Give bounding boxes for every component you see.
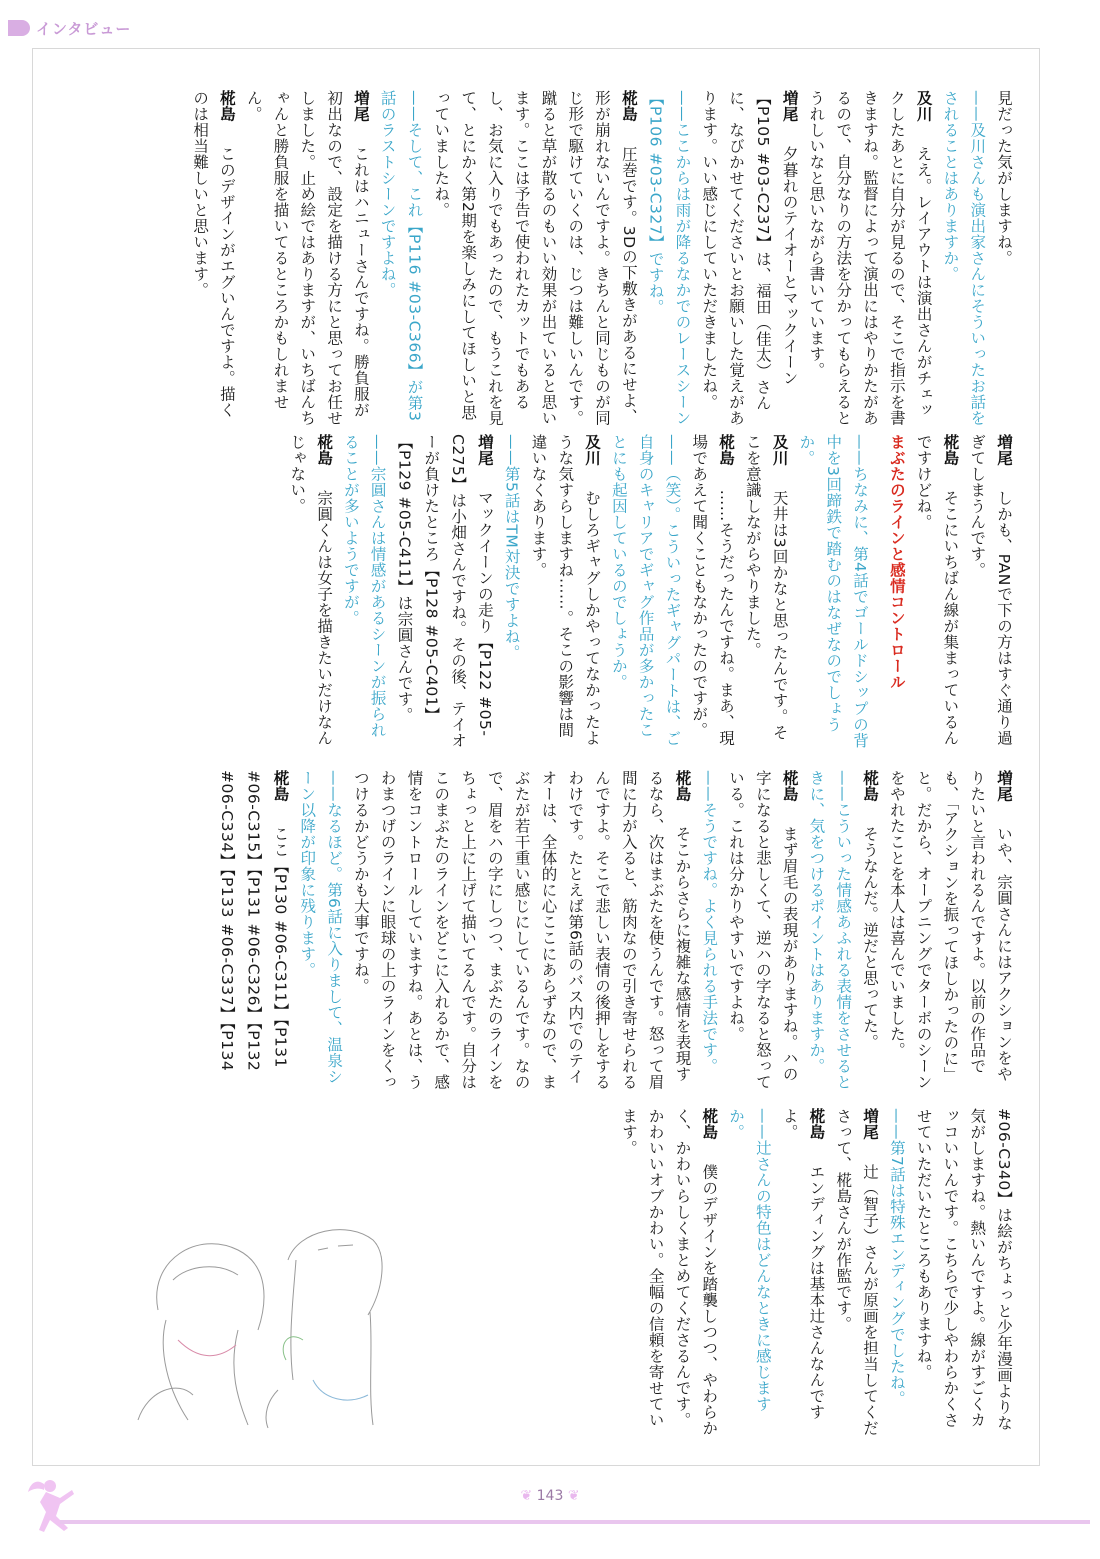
speaker-text: まず眉毛の表現がありますね。ハの字になると悲しくて、逆ハの字なると怒っている。これは分かりやすいですよね。 xyxy=(727,770,799,1090)
speaker-paragraph xyxy=(427,90,641,426)
interviewer-question: ——ちなみに、第4話でゴールドシップの背中を3回蹄鉄で踏むのはなぜなのでしょうか。 xyxy=(797,434,870,749)
speaker-paragraph xyxy=(186,90,240,426)
speaker-name: 椛島 xyxy=(271,770,290,802)
speaker-name: 椛島 xyxy=(717,434,736,466)
speaker-paragraph xyxy=(283,434,337,752)
speaker-paragraph xyxy=(829,1108,883,1438)
speaker-paragraph xyxy=(739,434,793,752)
speaker-paragraph xyxy=(963,434,1017,752)
speaker-text: これはハニューさんですね。勝負服が初出なので、設定を描ける方にと思ってお任せしました。止め絵ではありますが、いちばんちゃんと勝負服を描いてるところかもしれません。 xyxy=(244,90,370,426)
speaker-text: 天井は3回かなと思ったんです。そこを意識しながらやりました。 xyxy=(743,434,789,741)
speaker-name: 椛島 xyxy=(673,770,692,802)
page-header xyxy=(8,18,131,38)
speaker-text: ここ【P130 #06-C311】【P131 #06-C315】【P131 #06-C326】【P132 #06-C334】【P133 #06-C337】【P134 xyxy=(217,770,290,1072)
interviewer-question: ——及川さんも演出家さんにそういったお話をされることはありますか。 xyxy=(941,90,987,426)
speaker-name: 増尾 xyxy=(995,434,1013,466)
speaker-name: 椛島 xyxy=(941,434,960,466)
speaker-text: そこにいちばん線が集まっているんですけどね。 xyxy=(914,434,960,746)
speaker-paragraph xyxy=(803,90,937,426)
speaker-text: ……そうだったんですね。まあ、現場であえて聞くこともなかったのですが。 xyxy=(690,434,736,746)
speaker-text: 辻（智子）さんが原画を担当してくださって、椛島さんが作監です。 xyxy=(834,1108,880,1436)
speaker-text: いや、宗圓さんにはアクションをやりたいと言われるんですよ。以前の作品でも、「アクションを振ってほしかったのに」と。だから、オープニングでターボのシーンをやれたことを本人は喜んでいました。 xyxy=(887,770,1013,1090)
speaker-paragraph xyxy=(722,770,802,1092)
speaker-paragraph xyxy=(525,434,605,752)
speaker-paragraph xyxy=(391,434,498,752)
speaker-name: 増尾 xyxy=(351,90,370,122)
speaker-text: このデザインがエグいんですよ。描くのは相当難しいと思います。 xyxy=(191,90,236,418)
speaker-text: 夕暮れのテイオーとマックイーン【P105 #03-C237】は、福田（佳太）さんに、なびかせてくださいとお願いした覚えがあります。いい感じにしていただきましたね。 xyxy=(700,90,799,426)
interviewer-question: ——そうですね。よく見られる手法です。 xyxy=(700,770,719,1074)
text-tier-2 xyxy=(72,434,1017,752)
continued-text: #06-C340】は絵がちょっと少年漫画よりな気がしますね。熱いんですよ。線がすごくカッコいいんです。こちらで少しやわらかくさせていただいたところもありますね。 xyxy=(914,1108,1013,1431)
speaker-text: そうなんだ。逆だと思ってた。 xyxy=(861,825,880,1050)
speaker-name: 椛島 xyxy=(619,90,638,122)
speaker-name: 増尾 xyxy=(780,90,799,122)
speaker-name: 椛島 xyxy=(700,1108,719,1140)
speaker-name: 椛島 xyxy=(861,770,880,802)
speaker-paragraph xyxy=(685,434,739,752)
speaker-text: エンディングは基本辻さんなんですよ。 xyxy=(780,1108,826,1420)
speaker-paragraph xyxy=(883,770,1017,1092)
speaker-text: 宗圓くんは女子を描きたいだけなんじゃない。 xyxy=(288,434,334,746)
interviewer-question: ——（笑）。こういったギャグパートは、ご自身のキャリアでギャグ作品が多かったことにも起因しているのでしょうか。 xyxy=(609,434,682,747)
section-heading: まぶたのラインと感情コントロール xyxy=(887,434,906,690)
speaker-paragraph xyxy=(347,770,695,1092)
speaker-paragraph xyxy=(240,90,374,426)
footprint-left-icon: ❦ xyxy=(520,1488,533,1504)
page-number xyxy=(0,1488,1100,1504)
speaker-paragraph xyxy=(615,1108,722,1438)
interviewer-question: ——なるほど。第6話に入りまして、温泉シーン以降が印象に残ります。 xyxy=(298,770,344,1085)
interviewer-question: ——宗圓さんは情感があるシーンが振られることが多いようですが。 xyxy=(341,434,387,738)
interviewer-question: ——第7話は特殊エンディングでしたね。 xyxy=(887,1108,906,1407)
speaker-text: 僕のデザインを踏襲しつつ、やわらかく、かわいらしくまとめてくださるんです。かわいいオブかわい。全幅の信頼を寄せています。 xyxy=(619,1108,719,1436)
speaker-name: 及川 xyxy=(770,434,789,466)
speaker-name: 椛島 xyxy=(807,1108,826,1140)
speaker-name: 及川 xyxy=(583,434,602,466)
speaker-name: 増尾 xyxy=(475,434,494,466)
speaker-text: しかも、PANで下の方はすぐ通り過ぎてしまうんです。 xyxy=(968,434,1013,746)
speaker-paragraph xyxy=(910,434,964,752)
speaker-name: 増尾 xyxy=(861,1108,880,1140)
interviewer-question: ——そして、これ【P116 #03-C366】が第3話のラストシーンですよね。 xyxy=(378,90,424,422)
character-sketch-illustration xyxy=(118,1220,418,1430)
interviewer-question: ——第5話はTM対決ですよね。 xyxy=(502,434,521,661)
interviewer-question: ——辻さんの特色はどんなときに感じますか。 xyxy=(727,1108,772,1412)
speaker-paragraph xyxy=(213,770,293,1092)
interviewer-question: ——ここからは雨が降るなかでのレースシーン【P106 #03-C327】ですね。 xyxy=(646,90,692,426)
footer-rule xyxy=(60,1520,1090,1524)
speaker-name: 及川 xyxy=(914,90,933,122)
speaker-text: ええ。レイアウトは演出さんがチェックしたあとに自分が見るので、そこで指示を書きますね。監督によって演出にはやりかたがあるので、自分なりの方法を分かってもらえるとうれしいなと思いながら書いています。 xyxy=(807,90,933,426)
speaker-name: 椛島 xyxy=(217,90,236,122)
interviewer-question: ——こういった情感あふれる表情をさせるときに、気をつけるポイントはありますか。 xyxy=(807,770,853,1090)
speaker-text: むしろギャグしかやってなかったような気すらしますね……。そこの影響は間違いなくあります。 xyxy=(529,434,602,746)
speaker-text: マックイーンの走り【P122 #05-C275】は小畑さんですね。その後、テイオーが負けたところ【P128 #05-C401】【P129 #05-C411】は宗圓さんです。 xyxy=(395,434,494,749)
speaker-paragraph xyxy=(856,770,883,1092)
speaker-name: 増尾 xyxy=(995,770,1013,802)
footprint-right-icon: ❦ xyxy=(567,1488,580,1504)
text-tier-1 xyxy=(72,90,1017,426)
text-tier-3 xyxy=(72,770,1017,1092)
header-tab-mark xyxy=(8,20,30,36)
speaker-name: 椛島 xyxy=(315,434,334,466)
speaker-text: そこからさらに複雑な感情を表現するなら、次はまぶたを使うんです。怒って眉間に力が入ると、筋肉なので引き寄せられるんですよ。そこで悲しい表情の後押しをするわけです。たとえば第6話のバス内でのテイオーは、全体的に心ここにあらずなので、まぶたが若干重い感じにしているんです。なので、眉をハの字にしつつ、まぶたのラインをちょっと上に上げて描いてるんです。自分はこのまぶたのラインをどこに入れるかで、感情をコントロールしていますね。あとは、うわまつげのラインに眼球の上のラインをくっつけるかどうかも大事ですね。 xyxy=(351,770,692,1090)
header-title: インタビュー xyxy=(36,19,132,38)
continued-text: 見だった気がしますね。 xyxy=(995,90,1013,266)
speaker-paragraph xyxy=(695,90,802,426)
running-girl-silhouette-icon xyxy=(26,1476,96,1536)
speaker-paragraph xyxy=(776,1108,830,1438)
speaker-name: 椛島 xyxy=(780,770,799,802)
speaker-text: 圧巻です。3Dの下敷きがあるにせよ、形が崩れないんですよ。きちんと同じものが同じ形で駆けていくのは、じつは難しいんです。蹴ると草が散るのもいい効果が出ていると思います。ここは予告で使われたカットでもあるし、お気に入りでもあったので、もうこれを見て、とにかく第2期を楽しみにしてほしいと思っていましたね。 xyxy=(432,90,638,426)
page-number-text: 143 xyxy=(536,1488,564,1504)
